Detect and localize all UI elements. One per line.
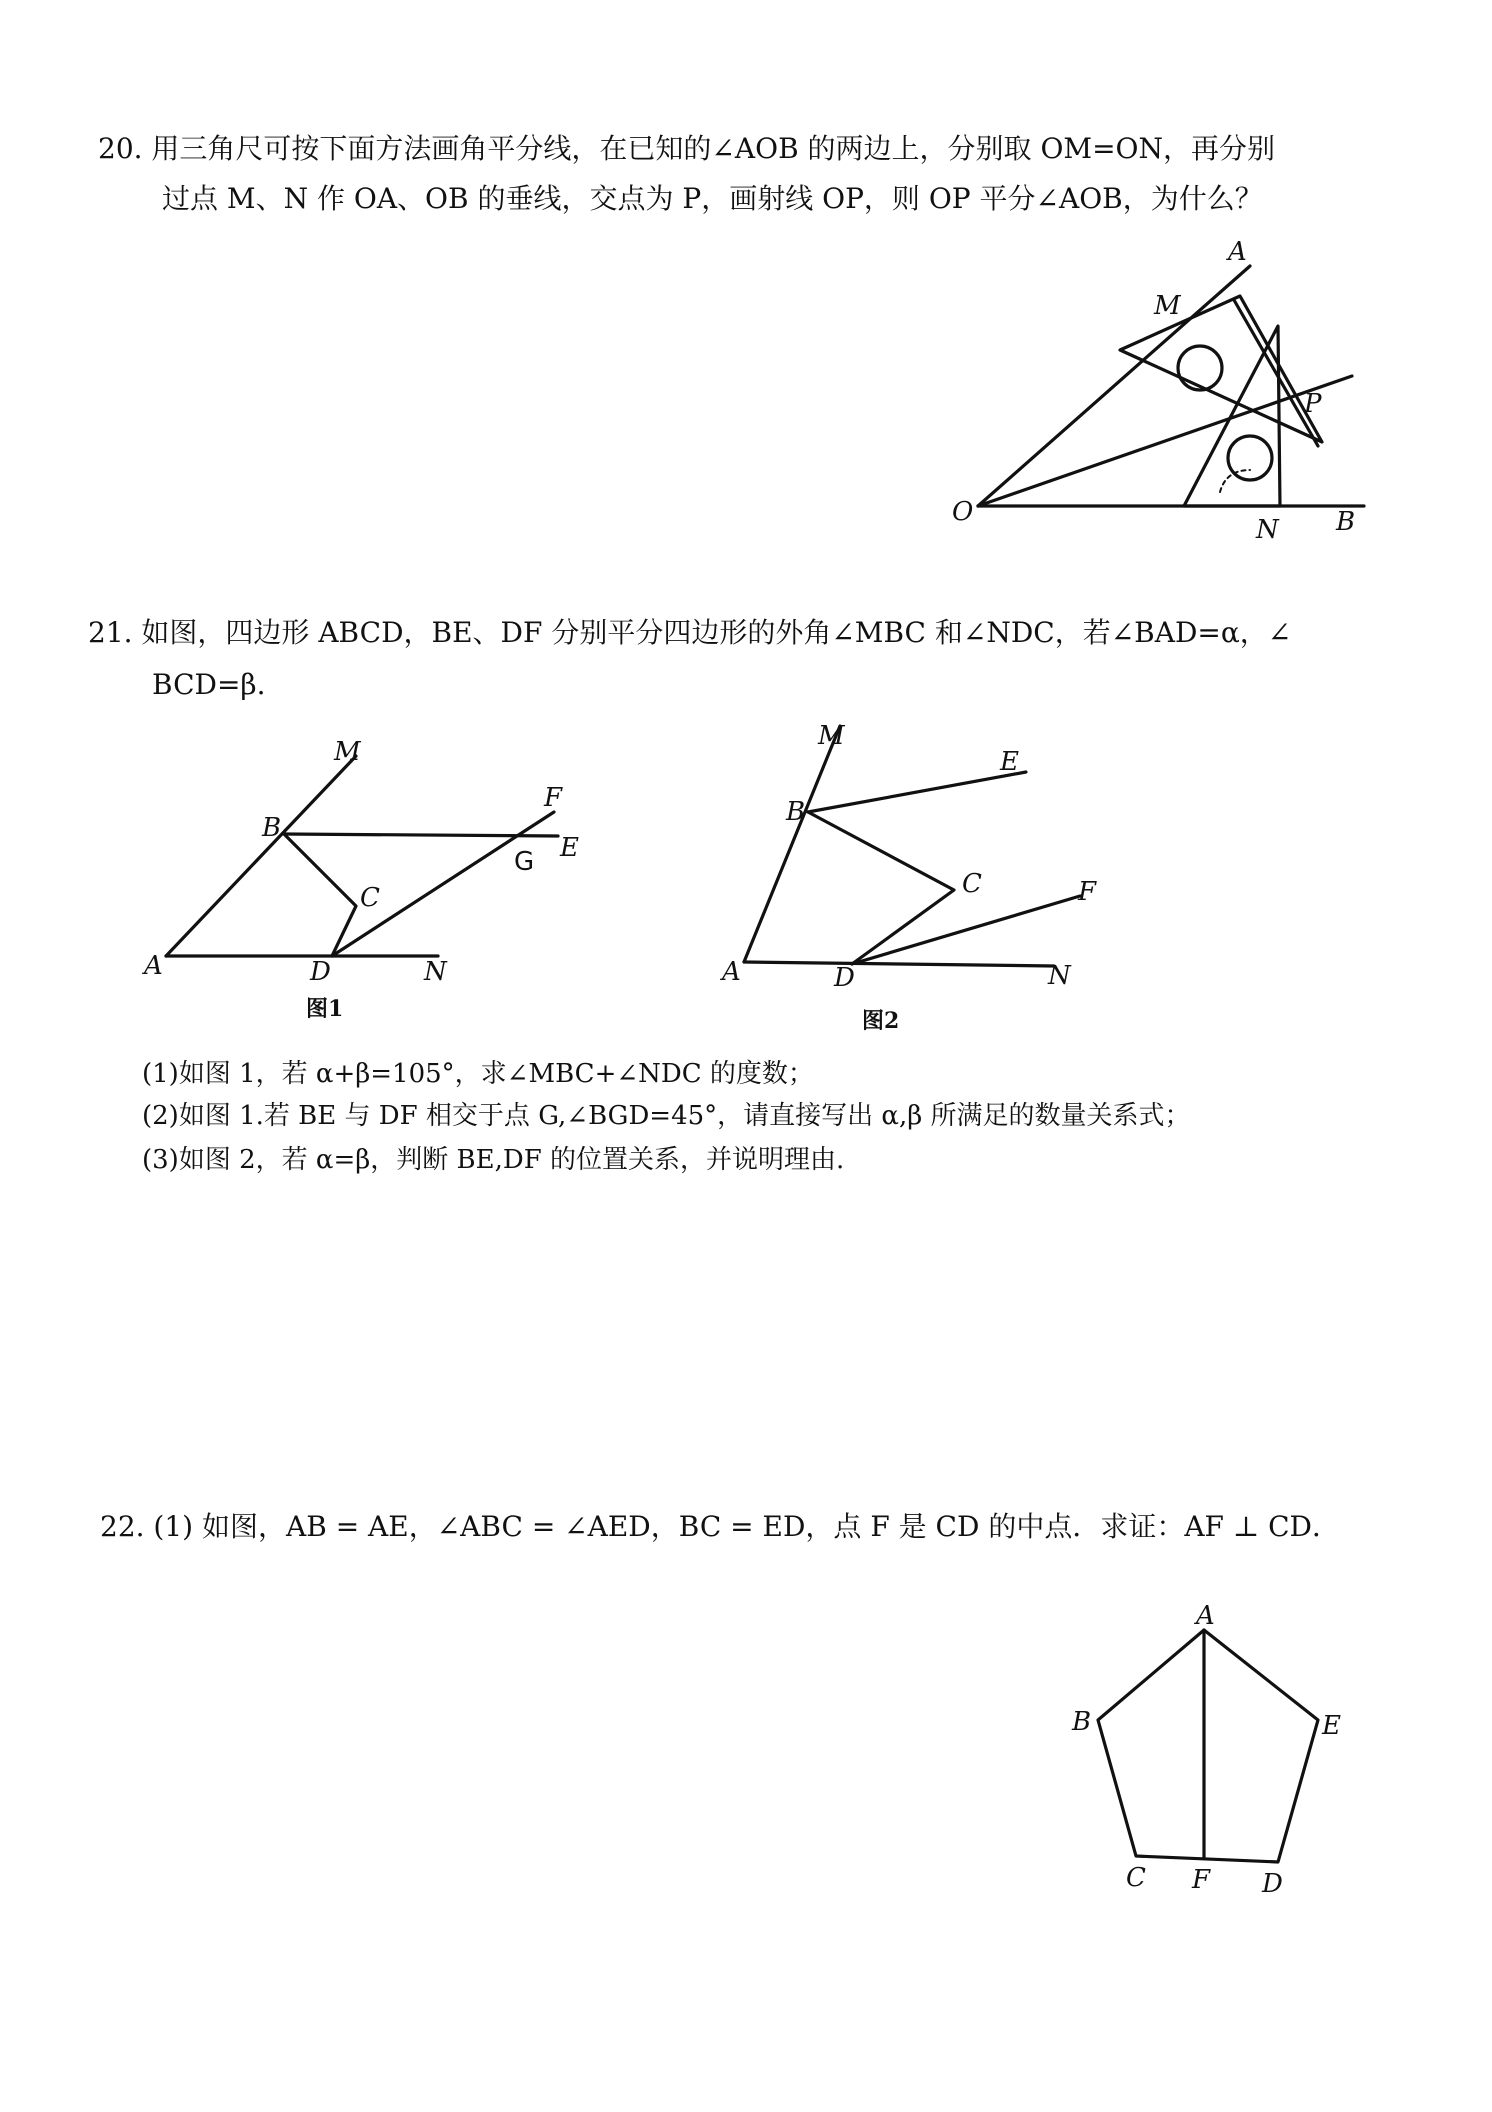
label-p: P (1304, 389, 1322, 419)
fig2-label-a: A (722, 957, 741, 987)
label-b: B (1072, 1707, 1092, 1737)
pentagon-abcde (1098, 1630, 1318, 1862)
label-c: C (1126, 1863, 1146, 1893)
fig1-label-g: G (514, 847, 535, 877)
q21-sub1: (1)如图 1，若 α+β=105°，求∠MBC+∠NDC 的度数； (142, 1059, 814, 1089)
fig2-label-e: E (1000, 747, 1019, 777)
label-m: M (1154, 291, 1181, 321)
fig2-label-n: N (1048, 961, 1071, 991)
label-n: N (1256, 515, 1279, 545)
fig1-label-d: D (310, 957, 331, 987)
label-d: D (1262, 1869, 1283, 1899)
fig2-label-m: M (818, 721, 845, 751)
fig1-label-b: B (262, 813, 282, 843)
q22-line1: 22. (1) 如图，AB = AE，∠ABC = ∠AED，BC = ED，点 F 是 CD 的中点．求证：AF ⊥ CD． (100, 1510, 1340, 1543)
fig1-caption: 图1 (306, 996, 344, 1022)
label-o: O (952, 497, 974, 527)
fig2-label-d: D (834, 963, 855, 993)
fig2-label-f: F (1078, 877, 1097, 907)
fig1-label-n: N (424, 957, 447, 987)
label-a: A (1228, 237, 1247, 267)
fig1-label-m: M (334, 737, 361, 767)
fig1-label-c: C (360, 883, 380, 913)
fig2-label-c: C (962, 869, 982, 899)
q21-line1: 21. 如图，四边形 ABCD，BE、DF 分别平分四边形的外角∠MBC 和∠NDC，若∠BAD=α，∠ (88, 616, 1292, 649)
q21-sub3: (3)如图 2，若 α=β，判断 BE,DF 的位置关系，并说明理由. (142, 1145, 845, 1175)
q21-sub2: (2)如图 1.若 BE 与 DF 相交于点 G,∠BGD=45°，请直接写出 α,β 所满足的数量关系式； (142, 1101, 1191, 1131)
fig2-label-b: B (786, 797, 806, 827)
label-f: F (1192, 1865, 1211, 1895)
q20-line2: 过点 M、N 作 OA、OB 的垂线，交点为 P，画射线 OP，则 OP 平分∠AOB，为什么？ (162, 182, 1263, 215)
q21-line2: BCD=β. (152, 668, 266, 701)
fig1-label-a: A (144, 951, 163, 981)
fig2-caption: 图2 (862, 1008, 900, 1034)
label-a: A (1196, 1601, 1215, 1631)
label-e: E (1322, 1711, 1341, 1741)
q20-line1: 20. 用三角尺可按下面方法画角平分线，在已知的∠AOB 的两边上，分别取 OM=ON，再分别 (98, 132, 1275, 165)
fig1-label-e: E (560, 833, 579, 863)
fig1-label-f: F (544, 783, 563, 813)
label-b: B (1336, 507, 1356, 537)
